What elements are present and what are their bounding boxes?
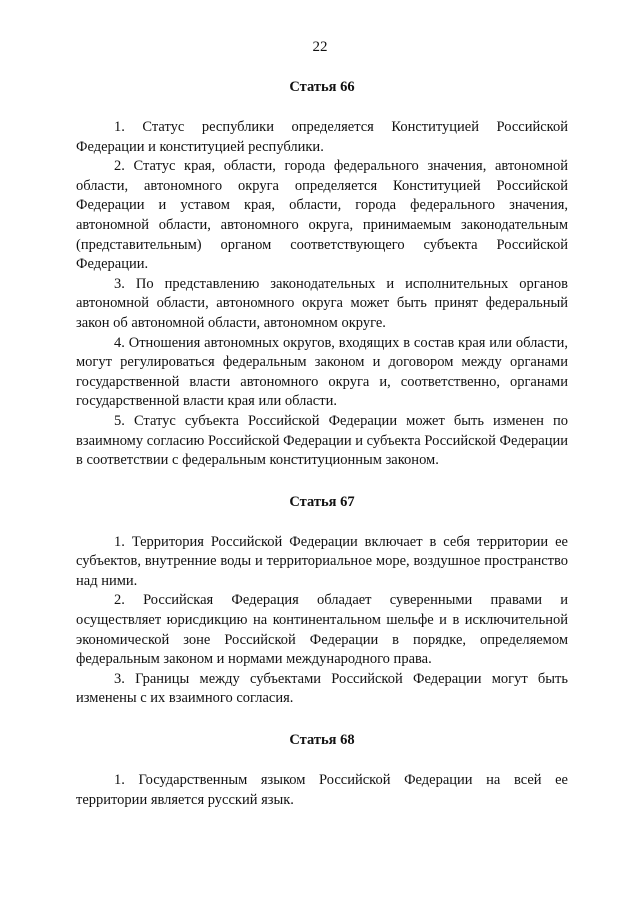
paragraph: 2. Статус края, области, города федерального значения, автономной области, автономного округа определяется Конституцией Российской Федерации и уставом края, области, города федерального значения, автономной области, автономного округа, принимаемым законодательным (представительным) органом соответствующего субъекта Российской Федерации. <box>76 158 568 273</box>
document-body <box>76 78 568 832</box>
article-title: Статья 68 <box>289 732 355 749</box>
paragraph: 4. Отношения автономных округов, входящих в состав края или области, могут регулироваться федеральным законом и договором между органами государственной власти автономного округа и, соответственно, органами государственной власти края или области. <box>76 334 568 410</box>
article-68 <box>76 731 568 810</box>
article-title: Статья 66 <box>289 79 355 95</box>
paragraph: 1. Государственным языком Российской Федерации на всей ее территории является русский язык. <box>76 772 568 808</box>
paragraph: 1. Статус республики определяется Конституцией Российской Федерации и конституцией республики. <box>76 119 568 155</box>
article-67 <box>76 493 568 709</box>
article-66 <box>76 78 568 471</box>
article-paragraphs <box>76 533 568 709</box>
paragraph: 2. Российская Федерация обладает суверенными правами и осуществляет юрисдикцию на континентальном шельфе и в исключительной экономической зоне Российской Федерации в порядке, определяемом федеральным законом и нормами международного права. <box>76 592 568 668</box>
article-title: Статья 67 <box>289 493 355 510</box>
paragraph: 3. По представлению законодательных и исполнительных органов автономной области, автономного округа может быть принят федеральный закон об автономной области, автономном округе. <box>76 275 568 331</box>
paragraph: 5. Статус субъекта Российской Федерации может быть изменен по взаимному согласию Российской Федерации и субъекта Российской Федерации в соответствии с федеральным конституционным законом. <box>76 412 568 469</box>
article-paragraphs <box>76 118 568 471</box>
paragraph: 1. Территория Российской Федерации включает в себя территории ее субъектов, внутренние воды и территориальное море, воздушное пространство над ними. <box>76 533 568 589</box>
paragraph: 3. Границы между субъектами Российской Федерации могут быть изменены с их взаимного согласия. <box>76 670 568 707</box>
page-number: 22 <box>312 39 328 55</box>
article-paragraphs <box>76 771 568 810</box>
